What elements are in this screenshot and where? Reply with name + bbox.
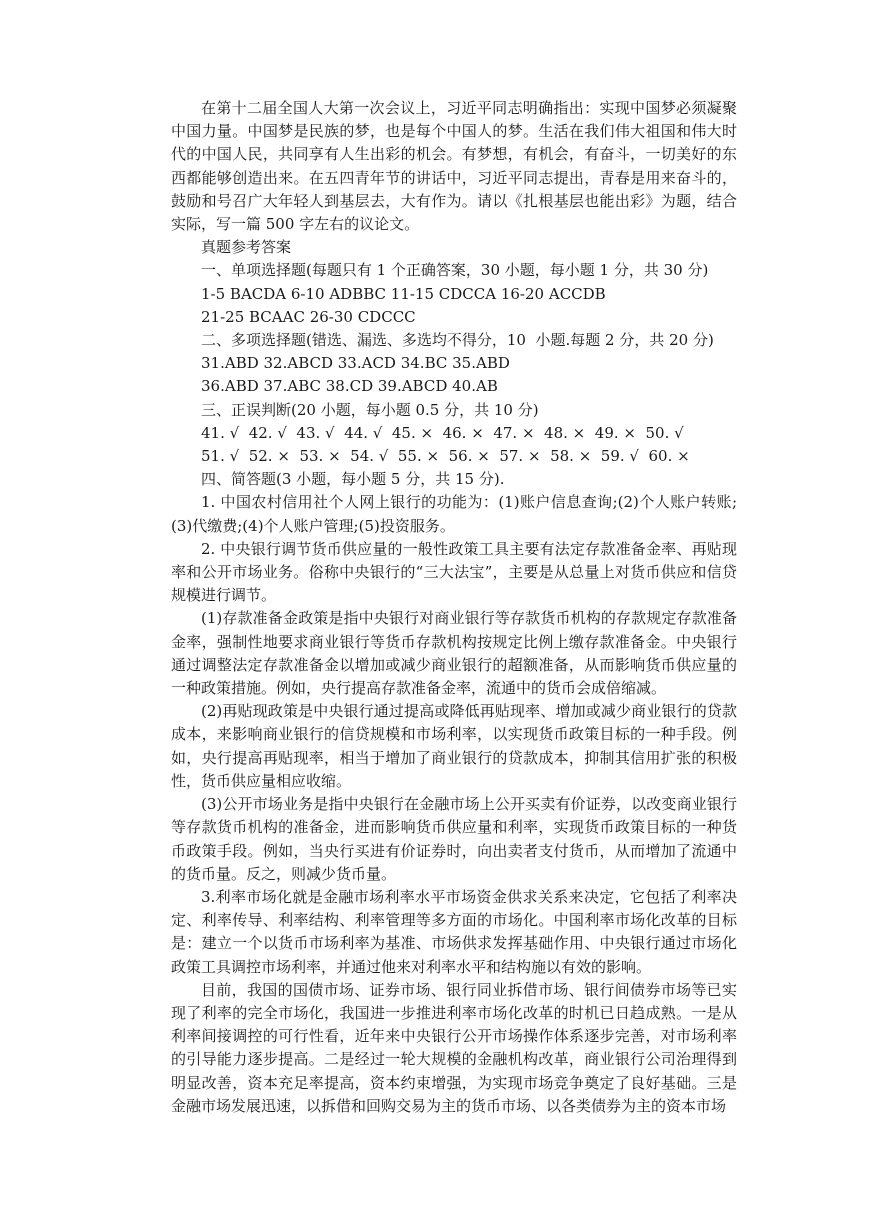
answer-paragraph: 2. 中央银行调节货币供应量的一般性政策工具主要有法定存款准备金率、再贴现率和公开市场业务。俗称中央银行的“三大法宝”，主要是从总量上对货币供应和信贷规模进行调节。 — [171, 539, 737, 605]
answer-paragraph: 3.利率市场化就是金融市场利率水平市场资金供求关系来决定，它包括了利率决定、利率传导、利率结构、利率管理等多方面的市场化。中国利率市场化改革的目标是：建立一个以货币市场利率为基准、市场供求发挥基础作用、中央银行通过市场化政策工具调控市场利率，并通过他来对利率水平和结构施以有效的影响。 — [171, 887, 737, 976]
answer-paragraph: (2)再贴现政策是中央银行通过提高或降低再贴现率、增加或减少商业银行的贷款成本，来影响商业银行的信贷规模和市场利率，以实现货币政策目标的一种手段。例如，央行提高再贴现率，相当于增加了商业银行的贷款成本，抑制其信用扩张的积极性，货币供应量相应收缩。 — [171, 702, 737, 790]
section-3-answer-line: 41. √ 42. √ 43. √ 44. √ 45. × 46. × 47. × 48. × 49. × 50. √ — [201, 423, 684, 442]
document-body — [171, 97, 737, 1118]
answer-paragraph: 1. 中国农村信用社个人网上银行的功能为：(1)账户信息查询;(2)个人账户转账;(3)代缴费;(4)个人账户管理;(5)投资服务。 — [171, 493, 737, 535]
section-1-answer-line: 21-25 BCAAC 26-30 CDCCC — [201, 307, 416, 326]
section-4-title: 四、简答题(3 小题，每小题 5 分，共 15 分). — [201, 470, 505, 489]
answer-paragraph: (1)存款准备金政策是指中央银行对商业银行等存款货币机构的存款规定存款准备金率，强制性地要求商业银行等货币存款机构按规定比例上缴存款准备金。中央银行通过调整法定存款准备金以增加或减少商业银行的超额准备，从而影响货币供应量的一种政策措施。例如，央行提高存款准备金率，流通中的货币会成倍缩减。 — [171, 609, 737, 698]
section-1-answer-line: 1-5 BACDA 6-10 ADBBC 11-15 CDCCA 16-20 ACCDB — [201, 284, 606, 303]
section-2-answer-line: 36.ABD 37.ABC 38.CD 39.ABCD 40.AB — [201, 377, 498, 396]
essay-prompt-paragraph: 在第十二届全国人大第一次会议上，习近平同志明确指出：实现中国梦必须凝聚中国力量。中国梦是民族的梦，也是每个中国人的梦。生活在我们伟大祖国和伟大时代的中国人民，共同享有人生出彩的机会。有梦想，有机会，有奋斗，一切美好的东西都能够创造出来。在五四青年节的讲话中，习近平同志提出，青春是用来奋斗的，鼓励和号召广大年轻人到基层去，大有作为。请以《扎根基层也能出彩》为题，结合实际，写一篇 500 字左右的议论文。 — [171, 99, 737, 234]
section-3-title: 三、正误判断(20 小题，每小题 0.5 分，共 10 分) — [201, 400, 539, 419]
answers-heading: 真题参考答案 — [201, 238, 292, 257]
section-2-title: 二、多项选择题(错选、漏选、多选均不得分，10 小题.每题 2 分，共 20 分) — [201, 331, 714, 350]
answer-paragraph: 目前，我国的国债市场、证券市场、银行同业拆借市场、银行间债券市场等已实现了利率的完全市场化，我国进一步推进利率市场化改革的时机已日趋成熟。一是从利率间接调控的可行性看，近年来中央银行公开市场操作体系逐步完善，对市场利率的引导能力逐步提高。二是经过一轮大规模的金融机构改革，商业银行公司治理得到明显改善，资本充足率提高，资本约束增强，为实现市场竞争奠定了良好基础。三是金融市场发展迅速，以拆借和回购交易为主的货币市场、以各类债券为主的资本市场 — [171, 980, 737, 1115]
section-3-answer-line: 51. √ 52. × 53. × 54. √ 55. × 56. × 57. × 58. × 59. √ 60. × — [201, 447, 690, 466]
section-2-answer-line: 31.ABD 32.ABCD 33.ACD 34.BC 35.ABD — [201, 354, 510, 373]
section-1-title: 一、单项选择题(每题只有 1 个正确答案，30 小题，每小题 1 分，共 30 分) — [201, 261, 709, 280]
answer-paragraph: (3)公开市场业务是指中央银行在金融市场上公开买卖有价证券，以改变商业银行等存款货币机构的准备金，进而影响货币供应量和利率，实现货币政策目标的一种货币政策手段。例如，当央行买进有价证券时，向出卖者支付货币，从而增加了流通中的货币量。反之，则减少货币量。 — [171, 795, 737, 883]
